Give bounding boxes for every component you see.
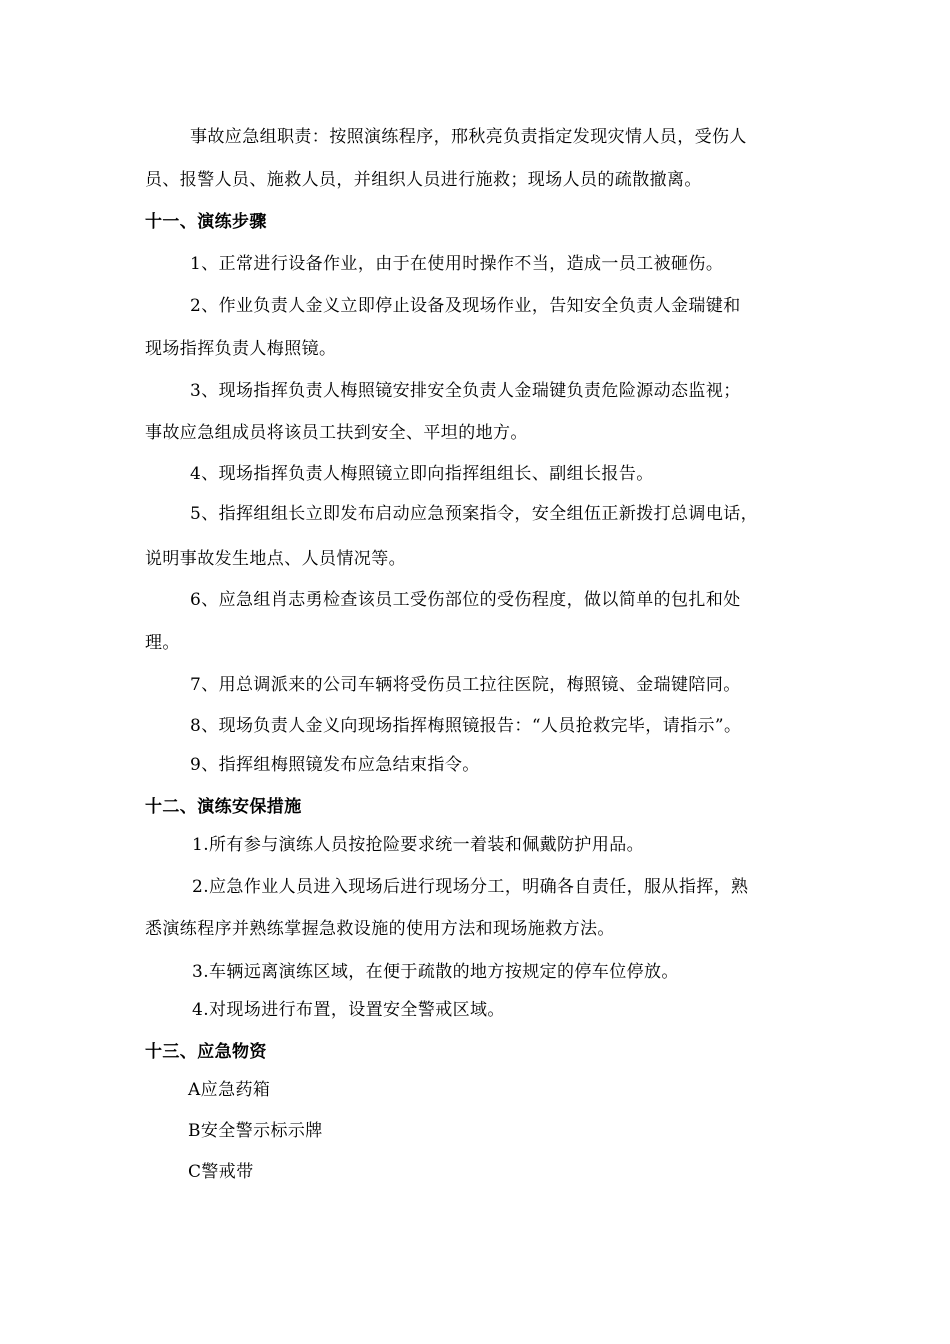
step-item: 7、用总调派来的公司车辆将受伤员工拉往医院，梅照镜、金瑞键陪同。	[190, 675, 741, 695]
measure-item: 2.应急作业人员进入现场后进行现场分工，明确各自责任，服从指挥，熟	[192, 877, 749, 897]
step-item-continued: 事故应急组成员将该员工扶到安全、平坦的地方。	[145, 423, 528, 443]
measure-item-continued: 悉演练程序并熟练掌握急救设施的使用方法和现场施救方法。	[145, 919, 615, 939]
step-item-continued: 说明事故发生地点、人员情况等。	[145, 549, 406, 569]
step-item-continued: 理。	[145, 633, 180, 653]
step-item: 3、现场指挥负责人梅照镜安排安全负责人金瑞键负责危险源动态监视；	[190, 381, 741, 401]
section-heading: 十一、演练步骤	[145, 212, 267, 232]
measure-item: 3.车辆远离演练区域，在便于疏散的地方按规定的停车位停放。	[192, 962, 679, 982]
paragraph-line: 事故应急组职责：按照演练程序，邢秋亮负责指定发现灾情人员，受伤人	[190, 127, 747, 147]
section-heading: 十二、演练安保措施	[145, 797, 302, 817]
supply-item: C警戒带	[188, 1162, 254, 1182]
supply-item: B安全警示标示牌	[188, 1121, 323, 1141]
section-heading: 十三、应急物资	[145, 1042, 267, 1062]
paragraph-line: 员、报警人员、施救人员，并组织人员进行施救；现场人员的疏散撤离。	[145, 170, 702, 190]
step-item-continued: 现场指挥负责人梅照镜。	[145, 339, 337, 359]
step-item: 1、正常进行设备作业，由于在使用时操作不当，造成一员工被砸伤。	[190, 254, 724, 274]
measure-item: 1.所有参与演练人员按抢险要求统一着装和佩戴防护用品。	[192, 835, 645, 855]
step-item: 9、指挥组梅照镜发布应急结束指令。	[190, 755, 480, 775]
step-item: 6、应急组肖志勇检查该员工受伤部位的受伤程度，做以简单的包扎和处	[190, 590, 741, 610]
measure-item: 4.对现场进行布置，设置安全警戒区域。	[192, 1000, 505, 1020]
step-item: 8、现场负责人金义向现场指挥梅照镜报告：“人员抢救完毕，请指示”。	[190, 716, 742, 736]
supply-item: A应急药箱	[188, 1080, 271, 1100]
step-item: 4、现场指挥负责人梅照镜立即向指挥组组长、副组长报告。	[190, 464, 654, 484]
step-item: 2、作业负责人金义立即停止设备及现场作业，告知安全负责人金瑞键和	[190, 296, 741, 316]
step-item: 5、指挥组组长立即发布启动应急预案指令，安全组伍正新拨打总调电话，	[190, 504, 759, 524]
